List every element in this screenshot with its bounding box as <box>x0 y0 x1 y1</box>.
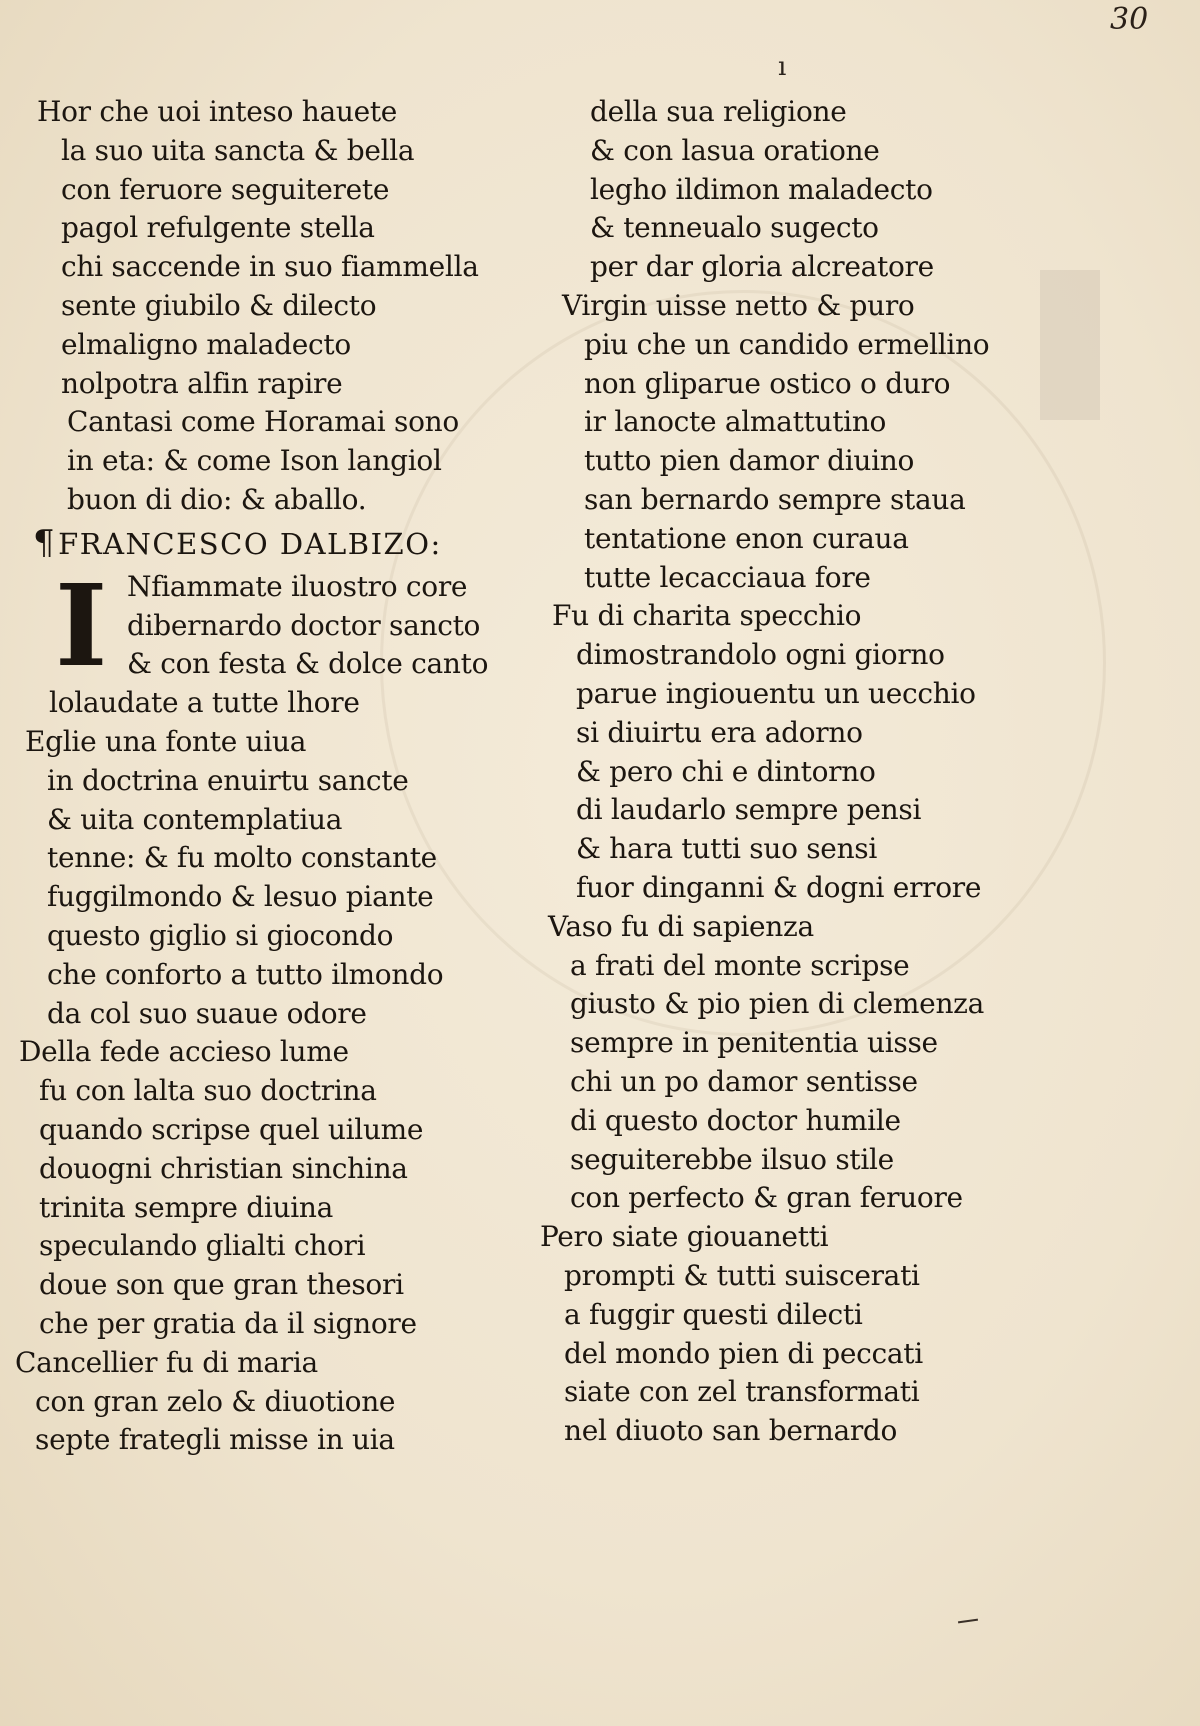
dropcap-initial: I <box>55 560 108 692</box>
verse-line: fu con lalta suo doctrina <box>39 1074 377 1108</box>
folio-number: 30 <box>1110 2 1149 37</box>
verse-line: sempre in penitentia uisse <box>570 1026 938 1060</box>
verse-line: non gliparue ostico o duro <box>584 366 951 400</box>
printer-mark: ı <box>778 52 787 82</box>
verse-line: che conforto a tutto ilmondo <box>47 957 444 991</box>
verse-line: della sua religione <box>590 95 847 128</box>
verse-line: che per gratia da il signore <box>39 1306 417 1340</box>
verse-line: elmaligno maladecto <box>61 327 351 361</box>
verse-line: speculando glialti chori <box>39 1229 366 1263</box>
verse-line: Virgin uisse netto & puro <box>562 288 915 322</box>
section-heading: ¶FRANCESCO DALBIZO: <box>33 522 442 563</box>
verse-line: nolpotra alfin rapire <box>61 366 343 400</box>
verse-line: seguiterebbe ilsuo stile <box>570 1142 894 1176</box>
verse-line: fuggilmondo & lesuo piante <box>47 880 434 914</box>
verse-line: con gran zelo & diuotione <box>35 1384 396 1418</box>
verse-line: Hor che uoi inteso hauete <box>37 95 398 128</box>
verse-line: pagol refulgente stella <box>61 211 375 245</box>
verse-line: & con lasua oratione <box>590 133 880 167</box>
verse-line: fuor dinganni & dogni errore <box>576 870 982 904</box>
verse-line: legho ildimon maladecto <box>590 172 933 206</box>
verse-line: chi saccende in suo fiammella <box>61 250 479 284</box>
verse-line: & pero chi e dintorno <box>576 754 876 788</box>
verse-line: con perfecto & gran feruore <box>570 1181 963 1215</box>
verse-line: ir lanocte almattutino <box>584 405 887 439</box>
verse-line: tenne: & fu molto constante <box>47 841 437 875</box>
verse-line: in doctrina enuirtu sancte <box>47 763 409 797</box>
verse-line: in eta: & come Ison langiol <box>67 444 442 478</box>
verse-line: a frati del monte scripse <box>570 948 910 982</box>
verse-line: Nfiammate iluostro core <box>127 569 468 603</box>
verse-line: Fu di charita specchio <box>552 599 862 633</box>
verse-line: Pero siate giouanetti <box>540 1220 829 1254</box>
verse-line: tentatione enon curaua <box>584 521 909 555</box>
verse-line: Eglie una fonte uiua <box>25 724 307 758</box>
verse-line: prompti & tutti suisceratі <box>564 1258 920 1292</box>
verse-line: per dar gloria alcreatore <box>590 250 934 284</box>
verse-line: quando scripse quel uilume <box>39 1112 424 1146</box>
verse-line: dibernardo doctor sancto <box>127 608 481 642</box>
verse-line: sente giubilo & dilecto <box>61 288 377 322</box>
verse-line: buon di dio: & aballo. <box>67 482 367 516</box>
verse-line: con feruore seguiterete <box>61 172 390 206</box>
dropcap-block <box>15 560 515 692</box>
verse-line: piu che un candido ermellino <box>584 327 990 361</box>
verse-line: a fuggir questi dilecti <box>564 1297 863 1331</box>
verse-line: & tenneualo sugecto <box>590 211 879 245</box>
verse-line: & con festa & dolce canto <box>127 647 489 681</box>
verse-line: nel diuoto san bernardo <box>564 1414 898 1448</box>
verse-line: Della fede acciesо lume <box>19 1035 349 1069</box>
verse-line: chi un po damor sentisse <box>570 1064 918 1098</box>
verse-line: san bernardo sempre staua <box>584 482 966 516</box>
verse-line: del mondo pien di peccati <box>564 1336 923 1370</box>
verse-line: tutto pien damor diuino <box>584 444 915 478</box>
verse-line: da col suo suaue odore <box>47 996 367 1030</box>
verse-line: Cancellier fu di maria <box>15 1345 318 1379</box>
verse-line: siate con zel transformati <box>564 1375 920 1409</box>
left-column <box>15 93 515 1460</box>
verse-line: parue ingiouentu un uecchio <box>576 676 976 710</box>
right-column <box>540 93 1060 1451</box>
verse-line: doue son que gran thesori <box>39 1268 404 1302</box>
verse-line: septe frategli misse in uia <box>35 1423 395 1457</box>
ink-mark <box>958 1619 978 1624</box>
verse-line: questo giglio si giocondo <box>47 918 394 952</box>
verse-line: Vaso fu di sapienza <box>548 909 814 943</box>
verse-line: di questo doctor humile <box>570 1103 901 1137</box>
verse-line: giusto & pio pien di clemenza <box>570 987 985 1021</box>
verse-line: la suo uita sancta & bella <box>61 133 415 167</box>
verse-line: tutte lecacciaua fore <box>584 560 871 594</box>
verse-line: trinita sempre diuina <box>39 1190 333 1224</box>
verse-line: & uita contemplatiua <box>47 802 343 836</box>
verse-line: & hara tutti suo sensi <box>576 832 878 866</box>
verse-line: si diuirtu era adorno <box>576 715 863 749</box>
verse-line: Cantasi come Horamai sono <box>67 405 459 439</box>
verse-line: lolaudate a tutte lhore <box>49 686 360 720</box>
verse-line: di laudarlo sempre pensi <box>576 793 922 827</box>
verse-line: dimostrandolo ogni giorno <box>576 638 945 672</box>
pilcrow-icon: ¶ <box>33 522 57 563</box>
verse-line: douogni christian sinchina <box>39 1151 408 1185</box>
